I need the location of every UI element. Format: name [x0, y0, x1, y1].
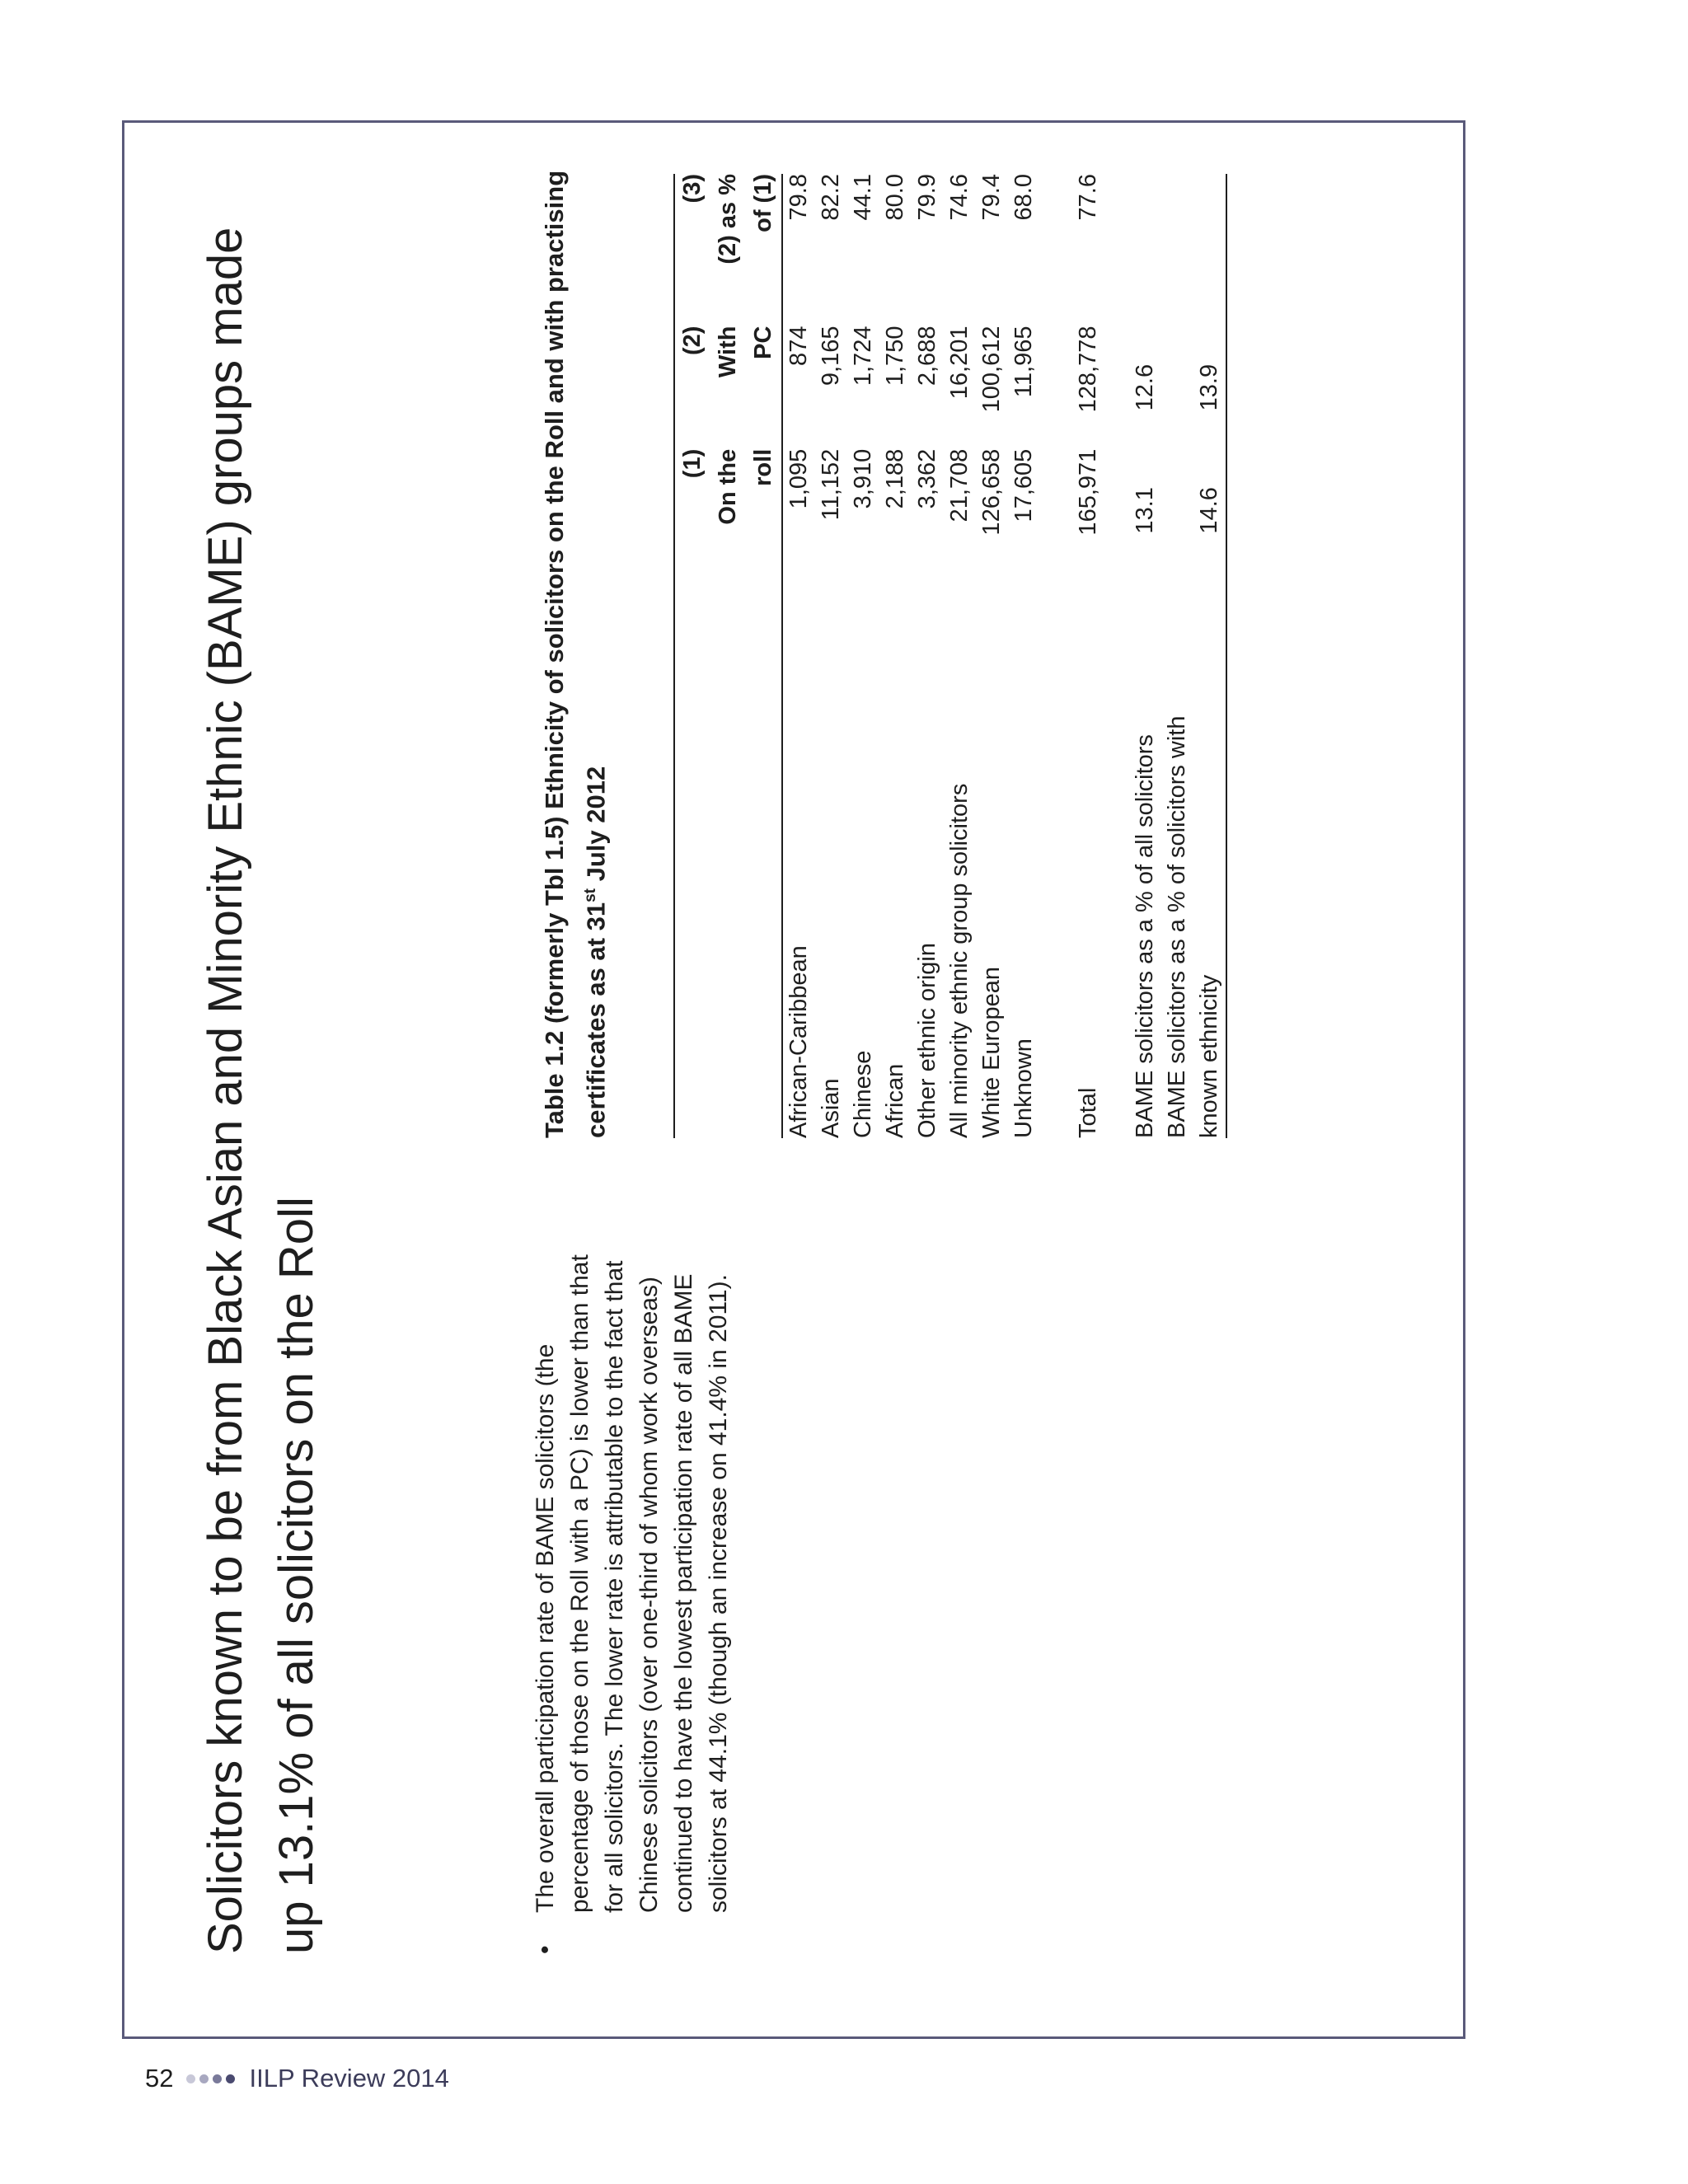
col1-number: (1) — [679, 448, 706, 479]
col2-header-line1: With — [715, 326, 741, 378]
table-summary-row: known ethnicity 14.6 13.9 — [1193, 174, 1227, 1138]
ethnicity-table — [673, 174, 1227, 1138]
table-row: Unknown 17,605 11,965 68.0 — [1010, 174, 1037, 1138]
col3-header-line1: (2) as % — [715, 174, 741, 265]
page-footer — [145, 2062, 449, 2095]
rotated-slide-content — [124, 123, 1463, 2036]
col2-number: (2) — [679, 326, 706, 355]
bullet-text: The overall participation rate of BAME solicitors (the percentage of those on the Roll with a PC) is lower than that for all solicitors. The lower rate is attributable to the fact that Chinese solicitors (over one-third of whom work overseas) continued to have the lowest participation rate of all BAME solicitors at 44.1% (though an increase on 41.4% in 2011). — [532, 1254, 732, 1913]
col3-header-line2: of (1) — [750, 174, 776, 232]
publication-name: IILP Review 2014 — [249, 2064, 449, 2093]
page-number: 52 — [145, 2064, 174, 2093]
table-header-row-3 — [746, 174, 781, 1138]
dots-icon — [186, 2074, 239, 2083]
table-row: Asian 11,152 9,165 82.2 — [818, 174, 844, 1138]
col2-header-line2: PC — [750, 326, 776, 359]
bullet-point — [528, 1237, 736, 1954]
table-header-row-1 — [673, 174, 710, 1138]
table-summary-row: BAME solicitors as a % of all solicitors 13.1 12.6 — [1132, 363, 1158, 1138]
table-row: African-Caribbean 1,095 874 79.8 — [785, 174, 812, 1138]
table-row: African 2,188 1,750 80.0 — [882, 174, 908, 1138]
table-title-superscript: st — [582, 888, 599, 902]
table-header-row-2 — [710, 174, 746, 1138]
col1-header-line2: roll — [750, 448, 776, 486]
table-summary-row-label-line1: BAME solicitors as a % of solicitors with — [1164, 715, 1190, 1138]
table-title — [537, 124, 614, 1138]
table-title-end: July 2012 — [581, 766, 611, 889]
table-row: All minority ethnic group solicitors 21,708 16,201 74.6 — [946, 174, 973, 1138]
table-total-row: Total 165,971 128,778 77.6 — [1075, 174, 1101, 1138]
table-row: Chinese 3,910 1,724 44.1 — [850, 174, 876, 1138]
bullet-dot-icon: • — [532, 1945, 559, 1954]
table-title-main: Table 1.2 (formerly Tbl 1.5) Ethnicity of solicitors on the Roll and with practising certificates as at 31 — [540, 170, 611, 1138]
slide-frame — [122, 120, 1465, 2039]
slide-title: Solicitors known to be from Black Asian and Minority Ethnic (BAME) groups made up 13.1% of all solicitors on the Roll — [199, 227, 323, 1954]
table-row: Other ethnic origin 3,362 2,688 79.9 — [914, 174, 940, 1138]
col3-number: (3) — [679, 174, 706, 204]
col1-header-line1: On the — [715, 448, 741, 525]
table-row: White European 126,658 100,612 79.4 — [978, 174, 1005, 1138]
